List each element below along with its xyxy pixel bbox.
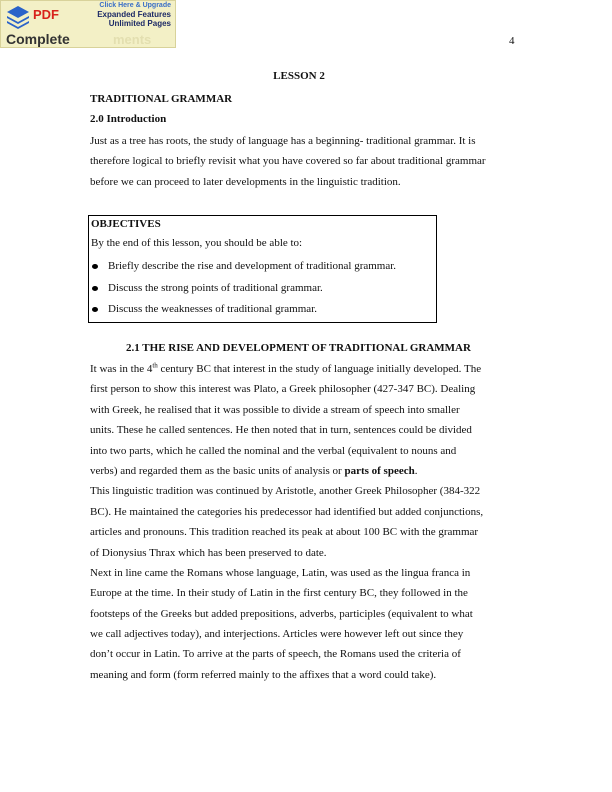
text-line: into two parts, which he called the nominal and the verbal (equivalent to nouns and [90,444,457,457]
banner-brand-pdf: PDF [33,7,59,22]
text-line: BC). He maintained the categories his predecessor had identified but added conjunctions, [90,505,484,518]
text-line: articles and pronouns. This tradition reached its peak at about 100 BC with the grammar [90,526,479,539]
objective-item: Briefly describe the rise and development of traditional grammar. [89,256,396,278]
parts-of-speech-term: parts of speech [344,464,415,477]
banner-features-text: Expanded Features [97,10,171,19]
banner-brand-complete: Complete [6,31,70,47]
page-number: 4 [509,35,515,47]
lesson-title-text: LESSON 2 [273,70,325,82]
banner-pages-text: Unlimited Pages [108,18,171,28]
pdf-upgrade-banner[interactable] [0,0,176,48]
objectives-heading: OBJECTIVES [91,218,161,230]
text-span: century BC that interest in the study of language initially developed. The [157,363,482,375]
objective-item: Discuss the weaknesses of traditional grammar. [89,299,396,321]
text-line: we call adjectives today), and interjections. Articles were however left out since they [90,628,464,641]
section-2-1-heading: 2.1 THE RISE AND DEVELOPMENT OF TRADITIONAL GRAMMAR [126,342,471,354]
text-line: Europe at the time. In their study of Latin in the first century BC, they followed in the [90,587,468,600]
text-line: meaning and form (form referred mainly to the affixes that a word could take). [90,668,437,681]
text-line: This linguistic tradition was continued by Aristotle, another Greek Philosopher (384-322 [90,485,481,498]
objectives-box [88,215,437,323]
banner-upgrade-link[interactable]: Click Here & Upgrade [99,2,171,9]
text-line: with Greek, he realised that it was possible to divide a stream of speech into smaller [90,403,460,416]
text-line: Next in line came the Romans whose language, Latin, was used as the lingua franca in [90,566,471,579]
text-line: before we can proceed to later developments in the linguistic tradition. [90,175,401,188]
objectives-list [89,256,396,321]
banner-watermark: ments [113,32,152,47]
text-line: of Dionysius Thrax which has been preserved to date. [90,546,327,559]
banner-features [97,11,171,29]
text-line: first person to show this interest was Plato, a Greek philosopher (427-347 BC). Dealing [90,383,476,396]
section-2-1-body [90,359,483,685]
intro-paragraph [90,131,486,192]
text-line: footsteps of the Greeks but added prepositions, adverbs, participles (equivalent to what [90,607,473,620]
text-line: therefore logical to briefly revisit what you have covered so far about traditional grammar [90,155,486,168]
objective-item: Discuss the strong points of traditional grammar. [89,278,396,300]
text-span: . [414,464,418,477]
text-line: don’t occur in Latin. To arrive at the parts of speech, the Romans used the criteria of [90,648,461,661]
objectives-lead: By the end of this lesson, you should be able to: [91,237,303,249]
superscript: th [152,361,158,370]
lesson-title [0,70,612,82]
text-span: It was in the 4 [90,363,153,375]
text-span: verbs) and regarded them as the basic units of analysis or [90,464,345,477]
text-line [90,359,483,379]
layers-icon [5,4,31,30]
text-line [90,461,483,481]
section-title: TRADITIONAL GRAMMAR [90,93,233,105]
intro-heading: 2.0 Introduction [90,113,167,125]
text-line: units. These he called sentences. He then noted that in turn, sentences could be divided [90,424,472,437]
text-line: Just as a tree has roots, the study of language has a beginning- traditional grammar. It is [90,135,476,147]
